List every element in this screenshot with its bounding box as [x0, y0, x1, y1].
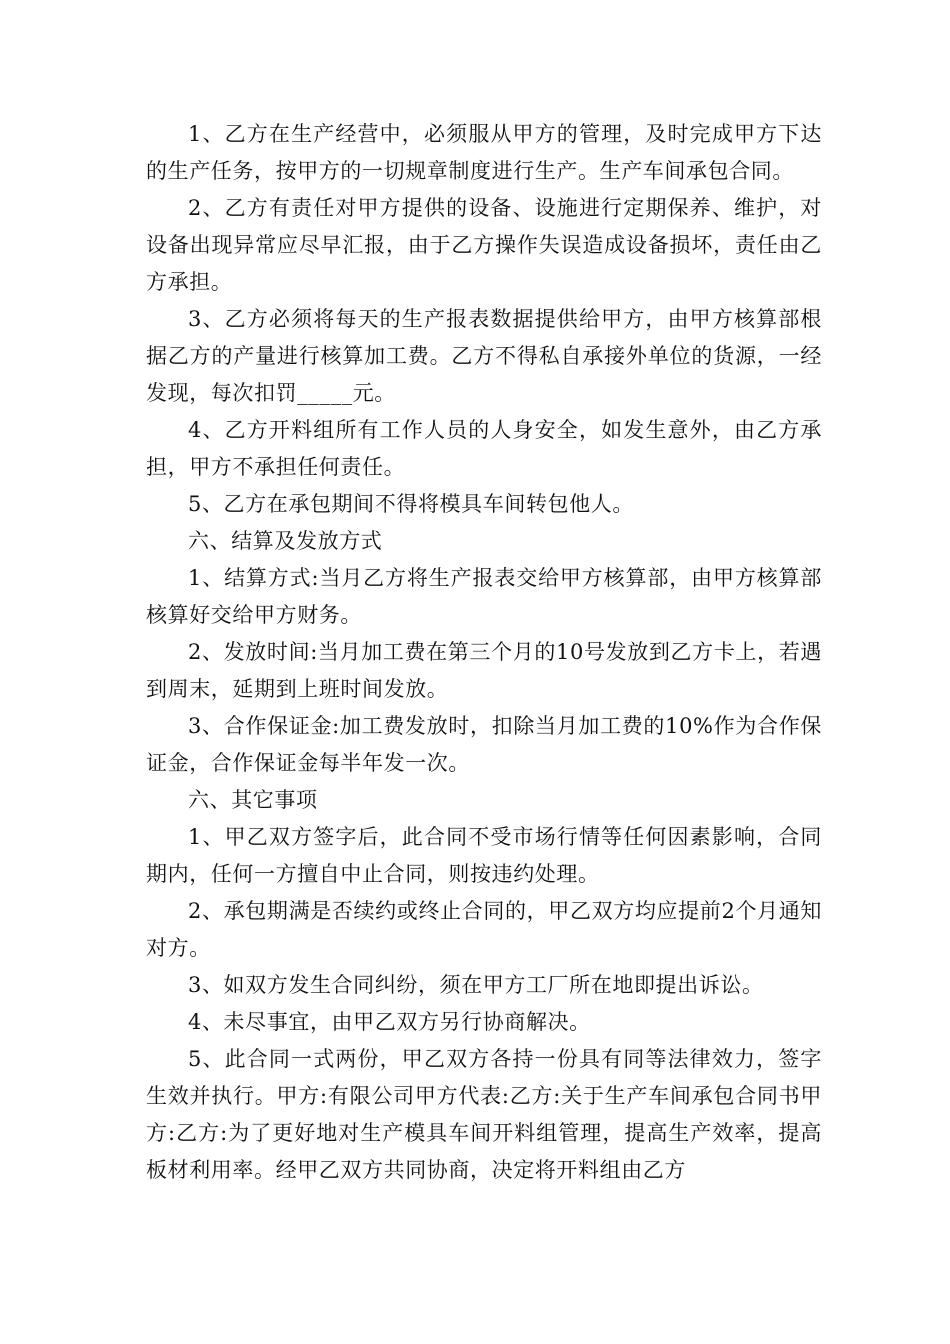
clause-paragraph: 1、甲乙双方签字后，此合同不受市场行情等任何因素影响，合同期内，任何一方擅自中止合同，则按违约处理。	[146, 825, 822, 886]
clause-paragraph: 1、乙方在生产经营中，必须服从甲方的管理，及时完成甲方下达的生产任务，按甲方的一切规章制度进行生产。生产车间承包合同。	[146, 122, 822, 183]
clause-paragraph: 4、乙方开料组所有工作人员的人身安全，如发生意外，由乙方承担，甲方不承担任何责任。	[146, 418, 822, 479]
section-heading: 六、结算及发放方式	[188, 529, 383, 553]
clause-paragraph: 3、合作保证金:加工费发放时，扣除当月加工费的10%作为合作保证金，合作保证金每半年发一次。	[146, 714, 822, 775]
clause-paragraph: 5、乙方在承包期间不得将模具车间转包他人。	[188, 492, 634, 516]
clause-paragraph: 2、发放时间:当月加工费在第三个月的10号发放到乙方卡上，若遇到周末，延期到上班时间发放。	[146, 640, 822, 701]
section-heading: 六、其它事项	[188, 788, 318, 812]
clause-paragraph: 2、承包期满是否续约或终止合同的，甲乙双方均应提前2个月通知对方。	[146, 899, 822, 960]
clause-paragraph: 2、乙方有责任对甲方提供的设备、设施进行定期保养、维护，对设备出现异常应尽早汇报，由于乙方操作失误造成设备损坏，责任由乙方承担。	[146, 196, 822, 294]
clause-paragraph: 4、未尽事宜，由甲乙双方另行协商解决。	[188, 1010, 591, 1034]
clause-paragraph: 1、结算方式:当月乙方将生产报表交给甲方核算部，由甲方核算部核算好交给甲方财务。	[146, 566, 822, 627]
clause-paragraph: 3、如双方发生合同纠纷，须在甲方工厂所在地即提出诉讼。	[188, 973, 764, 997]
document-body	[146, 116, 822, 1189]
clause-paragraph: 3、乙方必须将每天的生产报表数据提供给甲方，由甲方核算部根据乙方的产量进行核算加工费。乙方不得私自承接外单位的货源，一经发现，每次扣罚_____元。	[146, 307, 822, 405]
clause-paragraph: 5、此合同一式两份，甲乙双方各持一份具有同等法律效力，签字生效并执行。甲方:有限公司甲方代表:乙方:关于生产车间承包合同书甲方:乙方:为了更好地对生产模具车间开料组管理，提高生产效率，提高板材利用率。经甲乙双方共同协商，决定将开料组由乙方	[146, 1047, 822, 1182]
